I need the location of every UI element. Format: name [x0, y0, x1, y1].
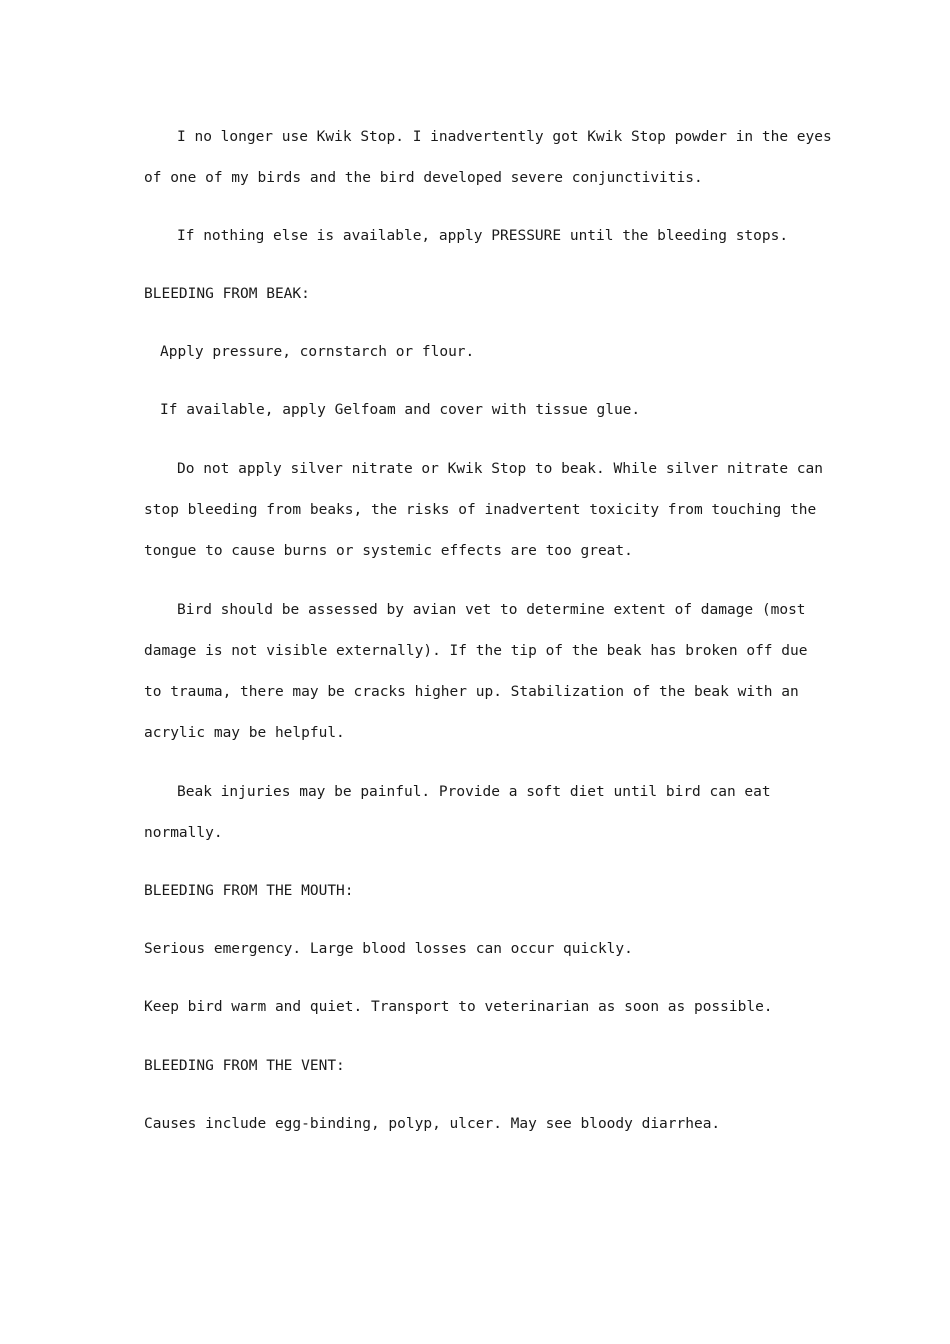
heading-bleeding-from-beak: BLEEDING FROM BEAK:	[144, 286, 310, 302]
mouth-transport-para: Keep bird warm and quiet. Transport to veterinarian as soon as possible.	[144, 999, 773, 1015]
assessment-para-line-4: acrylic may be helpful.	[144, 725, 345, 741]
silver-nitrate-para-line-3: tongue to cause burns or systemic effects are too great.	[144, 543, 633, 559]
vent-causes-para: Causes include egg-binding, polyp, ulcer. May see bloody diarrhea.	[144, 1116, 721, 1132]
assessment-para-line-3: to trauma, there may be cracks higher up. Stabilization of the beak with an	[144, 684, 799, 700]
kwik-stop-para-line-1: I no longer use Kwik Stop. I inadvertently got Kwik Stop powder in the eyes	[177, 129, 832, 145]
heading-bleeding-from-vent: BLEEDING FROM THE VENT:	[144, 1058, 345, 1074]
silver-nitrate-para-line-1: Do not apply silver nitrate or Kwik Stop to beak. While silver nitrate can	[177, 461, 824, 477]
heading-bleeding-from-mouth: BLEEDING FROM THE MOUTH:	[144, 883, 354, 899]
mouth-emergency-para: Serious emergency. Large blood losses can occur quickly.	[144, 941, 633, 957]
pressure-para: If nothing else is available, apply PRESSURE until the bleeding stops.	[177, 228, 789, 244]
kwik-stop-para-line-2: of one of my birds and the bird developed severe conjunctivitis.	[144, 170, 703, 186]
assessment-para-line-2: damage is not visible externally). If the tip of the beak has broken off due	[144, 643, 808, 659]
silver-nitrate-para-line-2: stop bleeding from beaks, the risks of inadvertent toxicity from touching the	[144, 502, 817, 518]
beak-step-gelfoam: If available, apply Gelfoam and cover with tissue glue.	[160, 402, 641, 418]
beak-step-pressure: Apply pressure, cornstarch or flour.	[160, 344, 475, 360]
beak-injuries-para-line-1: Beak injuries may be painful. Provide a soft diet until bird can eat	[177, 784, 771, 800]
assessment-para-line-1: Bird should be assessed by avian vet to determine extent of damage (most	[177, 602, 806, 618]
beak-injuries-para-line-2: normally.	[144, 825, 223, 841]
